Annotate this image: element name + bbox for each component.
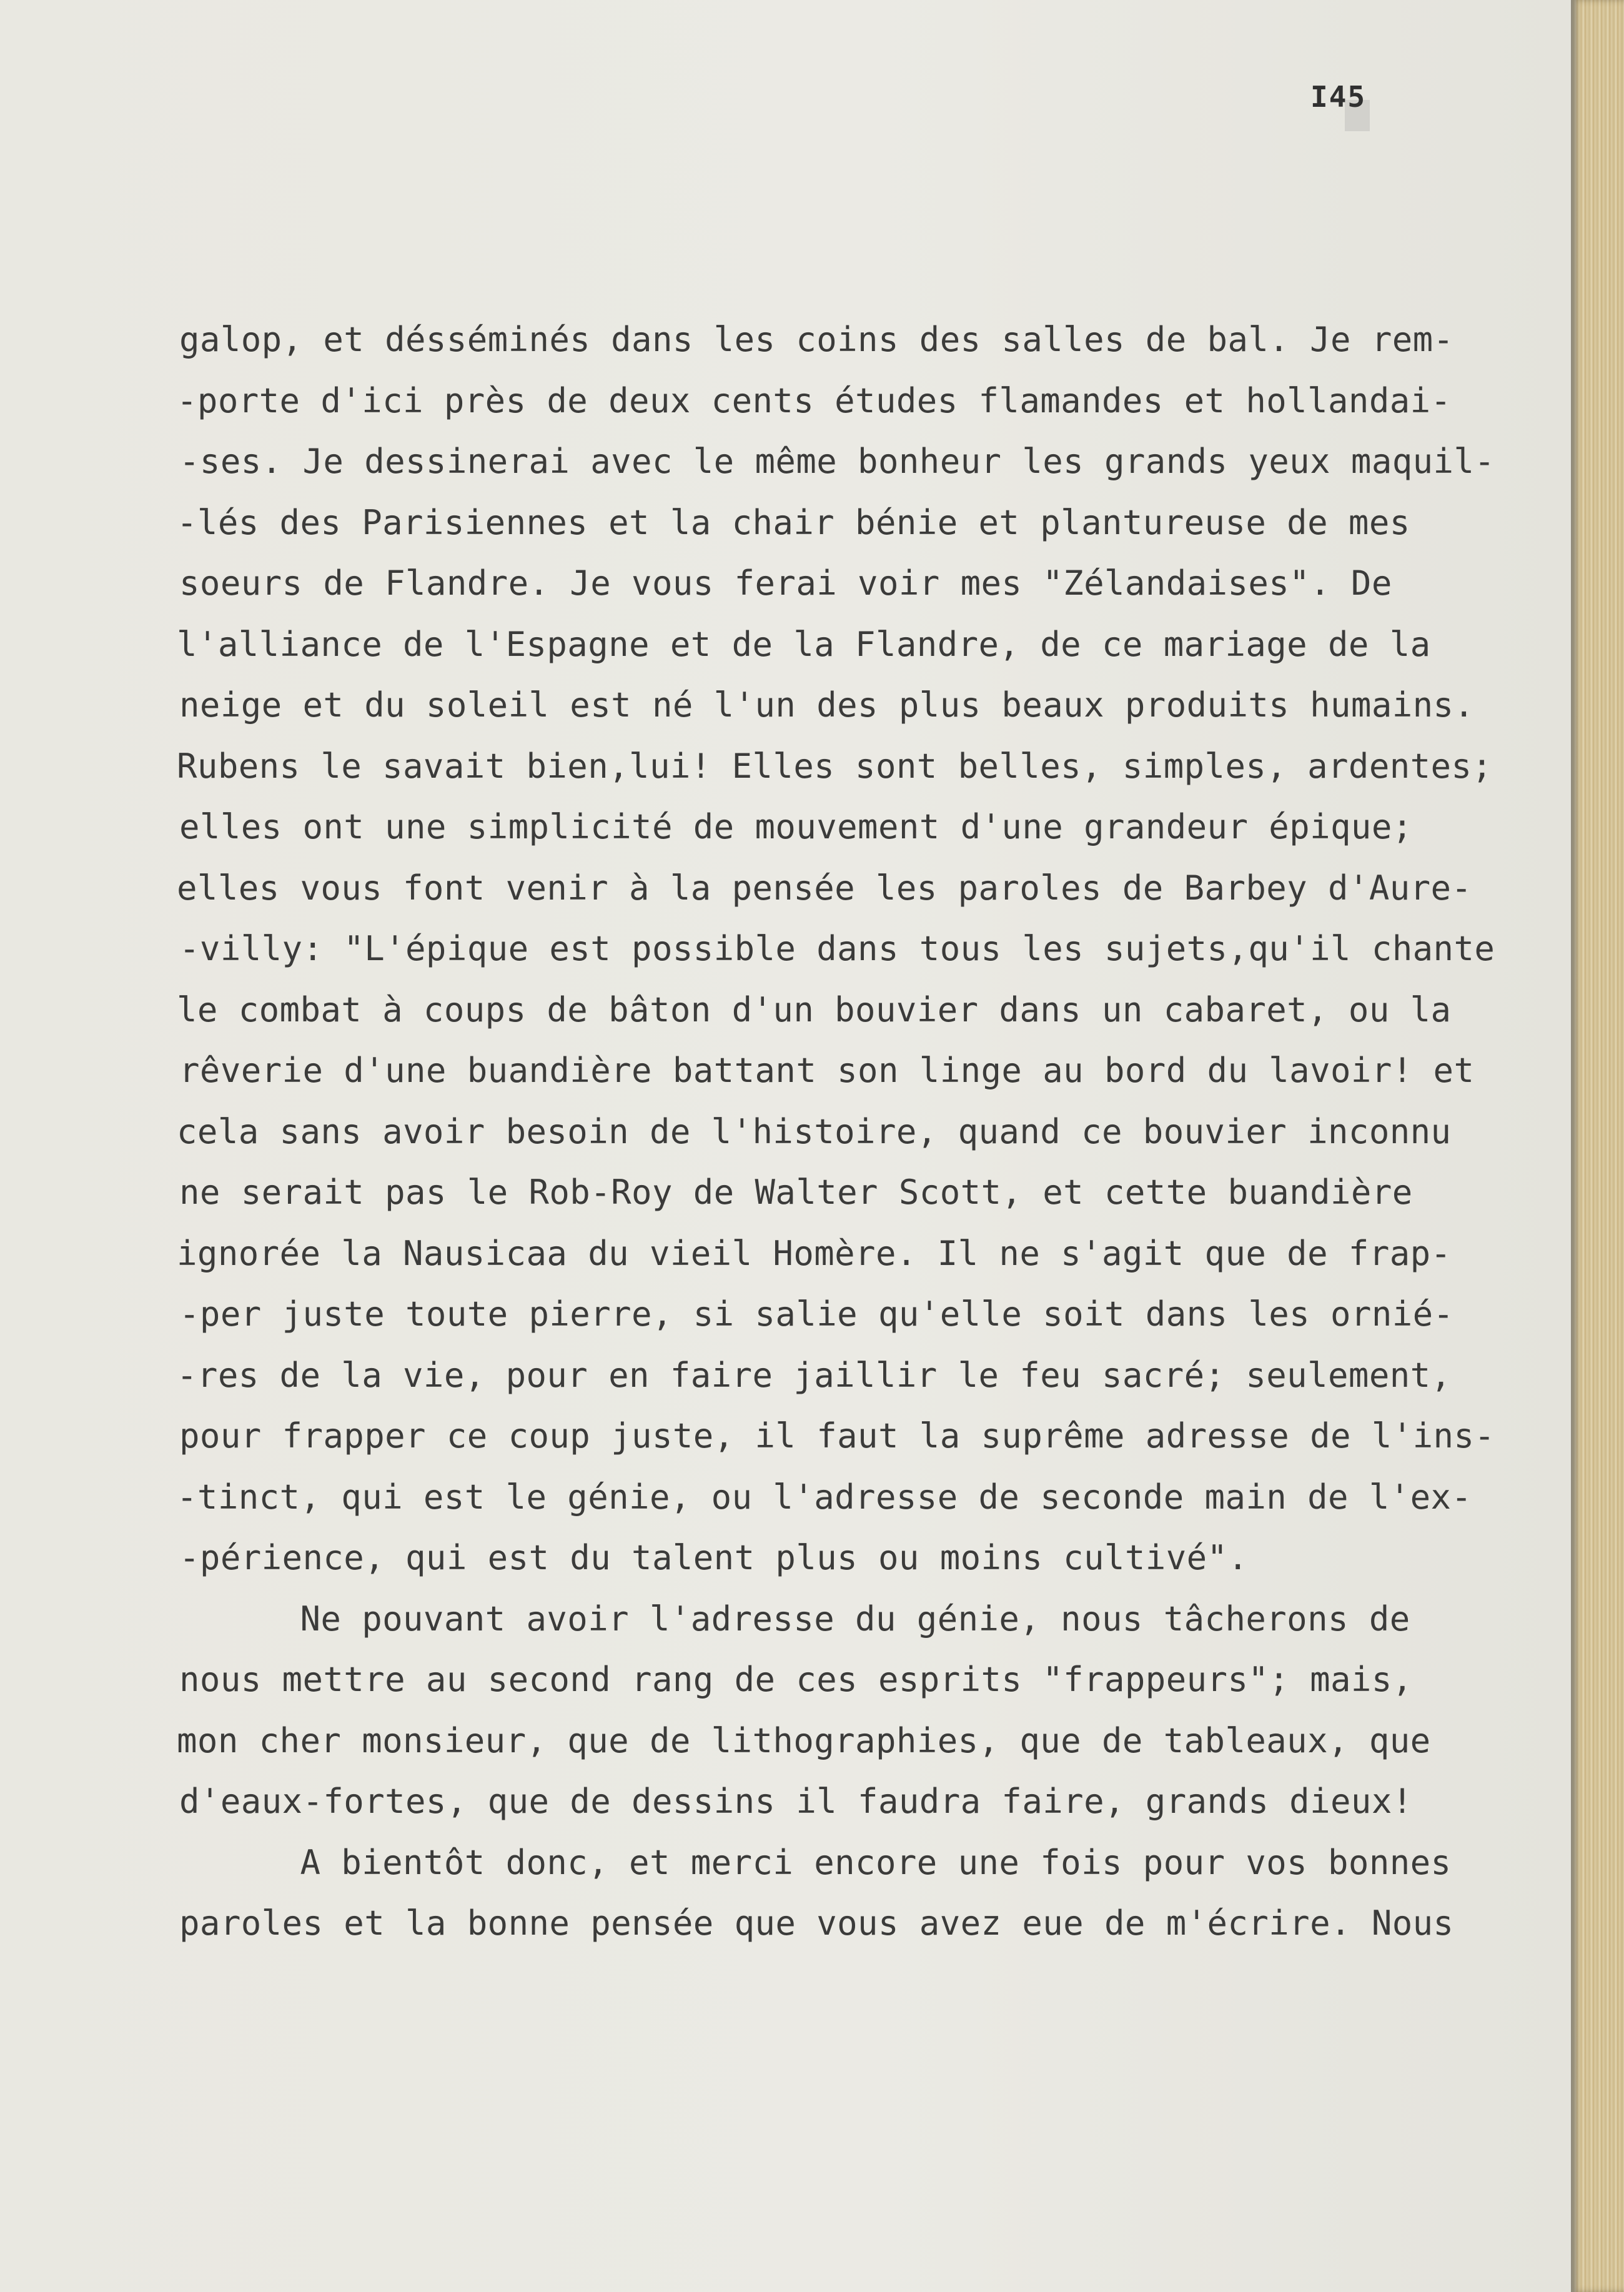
text-line: mon cher monsieur, que de lithographies, que de tableaux, que bbox=[177, 1720, 1431, 1760]
text-line: ne serait pas le Rob-Roy de Walter Scott, et cette buandière bbox=[179, 1173, 1413, 1212]
text-line: -ses. Je dessinerai avec le même bonheur les grands yeux maquil- bbox=[179, 442, 1495, 481]
book-page-edge bbox=[1571, 0, 1624, 2292]
text-line: -villy: "L'épique est possible dans tous les sujets,qu'il chante bbox=[179, 929, 1495, 968]
text-line: -res de la vie, pour en faire jaillir le feu sacré; seulement, bbox=[177, 1355, 1452, 1395]
text-line: elles ont une simplicité de mouvement d'une grandeur épique; bbox=[179, 807, 1413, 846]
text-line: ignorée la Nausicaa du vieil Homère. Il ne s'agit que de frap- bbox=[177, 1233, 1452, 1273]
text-line: rêverie d'une buandière battant son linge au bord du lavoir! et bbox=[179, 1051, 1475, 1090]
text-line: -lés des Parisiennes et la chair bénie et plantureuse de mes bbox=[177, 502, 1410, 542]
letter-body bbox=[177, 309, 1570, 1954]
text-line: A bientôt donc, et merci encore une fois pour vos bonnes bbox=[177, 1842, 1452, 1882]
text-line: pour frapper ce coup juste, il faut la suprême adresse de l'ins- bbox=[179, 1416, 1495, 1456]
text-line: -périence, qui est du talent plus ou moins cultivé". bbox=[179, 1538, 1249, 1577]
text-line: soeurs de Flandre. Je vous ferai voir mes "Zélandaises". De bbox=[179, 563, 1392, 603]
text-line: le combat à coups de bâton d'un bouvier dans un cabaret, ou la bbox=[177, 990, 1452, 1029]
text-line: paroles et la bonne pensée que vous avez eue de m'écrire. Nous bbox=[179, 1903, 1454, 1943]
text-line: Rubens le savait bien,lui! Elles sont belles, simples, ardentes; bbox=[177, 746, 1493, 786]
text-line: elles vous font venir à la pensée les paroles de Barbey d'Aure- bbox=[177, 868, 1472, 908]
text-line: l'alliance de l'Espagne et de la Flandre, de ce mariage de la bbox=[177, 624, 1431, 664]
text-line: galop, et désséminés dans les coins des salles de bal. Je rem- bbox=[179, 320, 1454, 359]
text-line: nous mettre au second rang de ces esprits "frappeurs"; mais, bbox=[179, 1660, 1413, 1699]
text-line: cela sans avoir besoin de l'histoire, quand ce bouvier inconnu bbox=[177, 1111, 1452, 1151]
text-line: -per juste toute pierre, si salie qu'elle soit dans les ornié- bbox=[179, 1294, 1454, 1334]
text-line: -porte d'ici près de deux cents études flamandes et hollandai- bbox=[177, 380, 1452, 420]
text-line: Ne pouvant avoir l'adresse du génie, nous tâcherons de bbox=[177, 1599, 1410, 1639]
text-line: neige et du soleil est né l'un des plus beaux produits humains. bbox=[179, 685, 1475, 725]
text-line: -tinct, qui est le génie, ou l'adresse de seconde main de l'ex- bbox=[177, 1477, 1472, 1517]
page-number: I45 bbox=[1310, 80, 1367, 114]
text-line: d'eaux-fortes, que de dessins il faudra faire, grands dieux! bbox=[179, 1782, 1413, 1821]
